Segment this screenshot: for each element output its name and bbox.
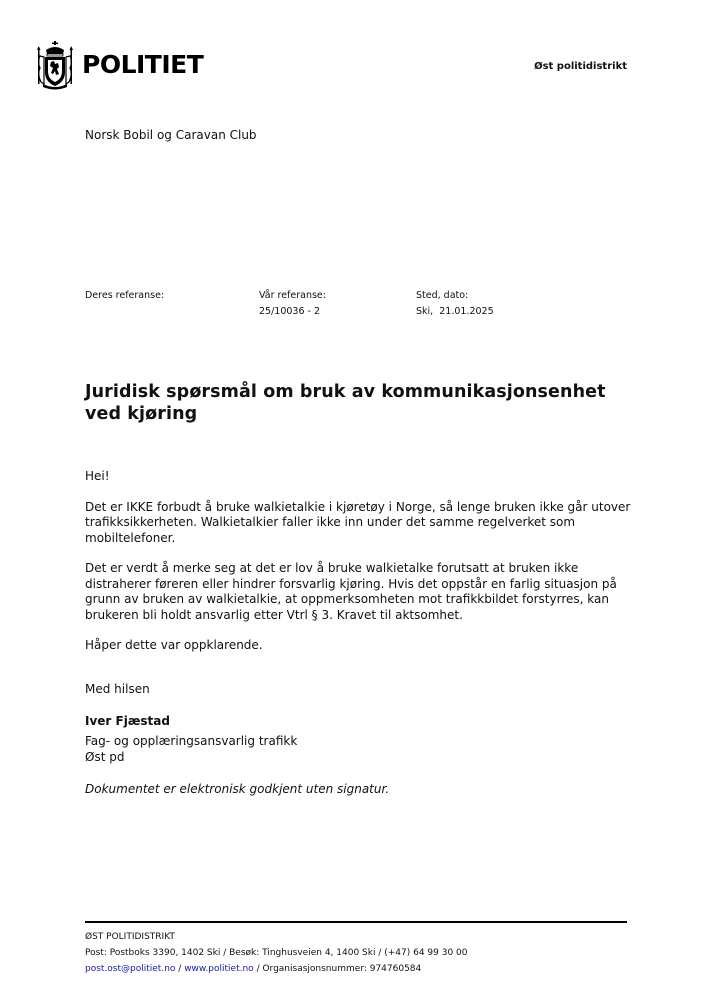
recipient: Norsk Bobil og Caravan Club — [85, 128, 257, 142]
body-paragraph-3: Håper dette var oppklarende. — [85, 638, 263, 652]
footer-address: Post: Postboks 3390, 1402 Ski / Besøk: Tinghusveien 4, 1400 Ski / (+47) 64 99 30 00 — [85, 948, 468, 958]
footer-contact — [85, 961, 467, 977]
politiet-logo-text: POLITIET — [82, 50, 204, 79]
signer-name: Iver Fjæstad — [85, 714, 170, 728]
footer-divider — [85, 921, 627, 923]
body-paragraph-2: Det er verdt å merke seg at det er lov å bruke walkietalke forutsatt at bruken ikke distraherer føreren eller hindrer forsvarlig kjøring. Hvis det oppstår en farlig situasjon på grunn av bruken av walkietalkie, at oppmerksomheten mot trafikkbildet forstyrres, kan brukeren bli holdt ansvarlig etter Vtrl § 3. Kravet til aktsomhet. — [85, 561, 617, 622]
place-date-value: Ski, 21.01.2025 — [416, 306, 494, 317]
footer-email-link[interactable]: post.ost@politiet.no — [85, 964, 176, 974]
signer-unit: Øst pd — [85, 750, 125, 764]
greeting: Hei! — [85, 469, 110, 483]
place-date — [416, 290, 494, 317]
footer — [85, 929, 467, 977]
our-reference-label: Vår referanse: — [259, 290, 326, 301]
our-reference — [259, 290, 326, 317]
document-title: Juridisk spørsmål om bruk av kommunikasjonsenhet ved kjøring — [85, 382, 606, 424]
our-reference-value: 25/10036 - 2 — [259, 306, 321, 317]
their-reference-label: Deres referanse: — [85, 290, 165, 301]
footer-separator: / — [175, 964, 185, 974]
footer-org: ØST POLITIDISTRIKT — [85, 932, 175, 942]
district-name: Øst politidistrikt — [534, 61, 627, 72]
signer-role: Fag- og opplæringsansvarlig trafikk — [85, 734, 298, 748]
body-paragraph-1: Det er IKKE forbudt å bruke walkietalkie i kjøretøy i Norge, så lenge bruken ikke går utover trafikksikkerheten. Walkietalkier faller ikke inn under det samme regelverket som mobiltelefoner. — [85, 499, 631, 545]
electronic-signature-note: Dokumentet er elektronisk godkjent uten signatur. — [85, 782, 390, 796]
their-reference — [85, 290, 164, 306]
footer-org-number: / Organisasjonsnummer: 974760584 — [253, 964, 422, 974]
place-date-label: Sted, dato: — [416, 290, 469, 301]
signoff: Med hilsen — [85, 682, 150, 696]
signer-details — [85, 733, 297, 765]
footer-website-link[interactable]: www.politiet.no — [184, 964, 254, 974]
letter-body — [85, 469, 645, 669]
